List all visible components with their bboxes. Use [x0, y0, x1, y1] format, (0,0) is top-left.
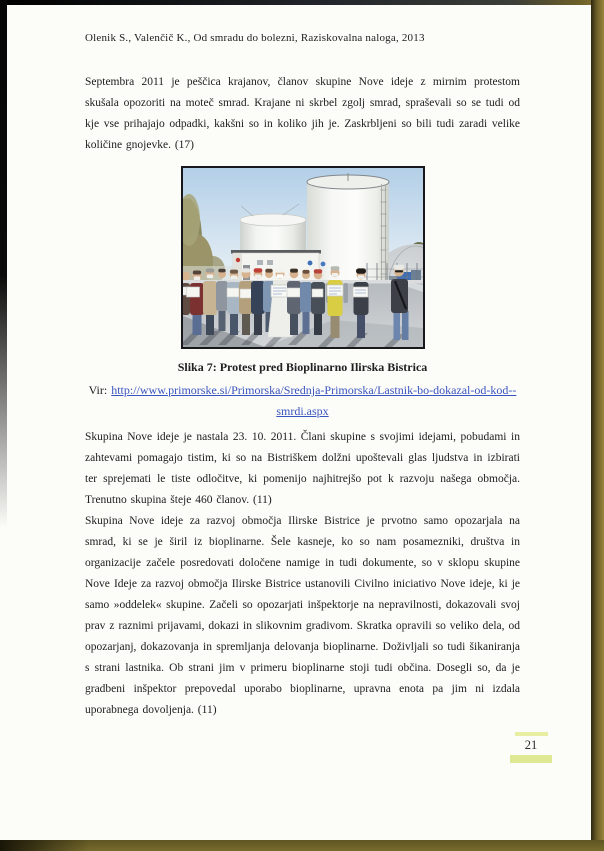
running-header: Olenik S., Valenčič K., Od smradu do bolezni, Raziskovalna naloga, 2013 [85, 32, 425, 44]
page-number-block [508, 732, 554, 763]
scan-edge-left [0, 0, 7, 528]
scan-edge-right [591, 0, 604, 851]
source-link-line2: smrdi.aspx [276, 404, 329, 418]
page-content [85, 30, 520, 721]
highlight-bar-bottom [510, 755, 552, 763]
source-link[interactable] [111, 383, 516, 418]
paragraph-2: Skupina Nove ideje je nastala 23. 10. 2011. Člani skupine s svojimi idejami, pobudami in zahtevami pomagajo tistim, ki so na Bistriškem dolžni upoštevali glas ljudstva in izbirati ter sprejemati le tiste odločitve, ki pomenijo najhitrejšo pot k razvoju našega območja. Trenutno skupina šteje 460 članov. (11) [85, 431, 520, 506]
source-link-line1: http://www.primorske.si/Primorska/Srednja-Primorska/Lastnik-bo-dokazal-od-kod-- [111, 383, 517, 397]
figure-caption: Slika 7: Protest pred Bioplinarno Ilirska Bistrica [177, 360, 428, 374]
scan-edge-bottom [0, 840, 604, 851]
paragraph-1: Septembra 2011 je peščica krajanov, članov skupine Nove ideje z mirnim protestom skušala opozoriti na moteč smrad. Krajane ni skrbel zgolj smrad, spraševali so se tudi od kje vse prihajajo odpadki, kakšni so in koliko jih je. Zaskrbljeni so bili tudi zaradi velike količine gnojevke. (17) [85, 76, 520, 151]
figure [85, 166, 520, 422]
highlight-bar-top [515, 732, 548, 736]
protest-photo [181, 166, 425, 349]
page-number: 21 [524, 738, 538, 752]
scan-edge-top [0, 0, 604, 5]
paragraph-3: Skupina Nove ideje za razvoj območja Ilirske Bistrice je prvotno samo opozarjala na smrad, ki se je širil iz bioplinarne. Šele kasneje, ko so nam posamezniki, društva in organizacije začele posredovati določene namige in tudi dokumente, so v sklopu skupine Nove Ideje za razvoj območja Ilirske Bistrice ustanovili Civilno iniciativo Nove ideje, ki je samo »oddelek« skupine. Začeli so opozarjati inšpektorje na nepravilnosti, dokazovali svoj prav z raznimi prijavami, dokazi in slikovnim gradivom. Skratka opravili so veliko dela, od opozarjanj, dokazovanja in spremljanja delovanja bioplinarne. Doživljali so tudi šikaniranja s strani lastnika. Ob strani jim v primeru bioplinarne stoji tudi občina. Dosegli so, da je gradbeni inšpektor prepovedal uporabo bioplinarne, upravna enota pa jim ni izdala uporabnega dovoljenja. (11) [85, 515, 520, 716]
figure-source [85, 380, 520, 422]
source-label: Vir: [88, 383, 108, 397]
protest-photo-illustration [183, 168, 423, 347]
